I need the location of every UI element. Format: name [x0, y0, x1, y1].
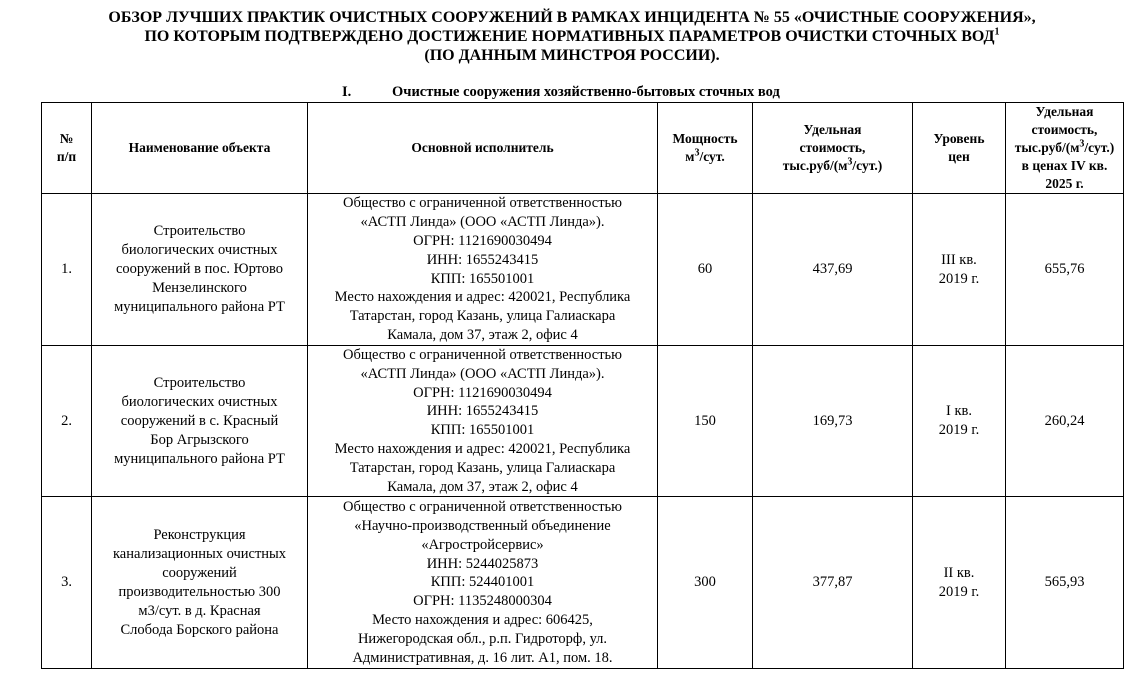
title-line-1: ОБЗОР ЛУЧШИХ ПРАКТИК ОЧИСТНЫХ СООРУЖЕНИЙ В РАМКАХ ИНЦИДЕНТА № 55 «ОЧИСТНЫЕ СООРУЖЕНИЯ», [108, 9, 1036, 26]
treatment-facilities-table [41, 102, 1124, 669]
document-title [0, 8, 1144, 65]
row-num: 3. [42, 497, 92, 669]
price-level-value: I кв. 2019 г. [913, 346, 1006, 497]
header-price-level: Уровень цен [913, 103, 1006, 194]
price-level-value: III кв. 2019 г. [913, 194, 1006, 346]
title-line-3: (ПО ДАННЫМ МИНСТРОЯ РОССИИ). [424, 47, 720, 64]
unit-cost-value: 377,87 [753, 497, 913, 669]
capacity-value: 300 [658, 497, 753, 669]
header-cost-2025: Удельная стоимость, $тыс.руб/(м^3/сут.)$ в ценах IV кв. 2025 г. [1006, 103, 1124, 194]
section-title: Очистные сооружения хозяйственно-бытовых сточных вод [392, 84, 780, 100]
header-capacity: Мощность $м^3$/сут. [658, 103, 753, 194]
object-name: Строительство биологических очистных сооружений в пос. Юртово Мензелинского муниципального района РТ [92, 194, 308, 346]
contractor-info: Общество с ограниченной ответственностью «АСТП Линда» (ООО «АСТП Линда»). ОГРН: 1121690030494 ИНН: 1655243415 КПП: 165501001 Место нахождения и адрес: 420021, Республика Татарстан, город Казань, улица Галиаскара Камала, дом 37, этаж 2, офис 4 [308, 194, 658, 346]
footnote-marker[interactable]: 1 [994, 26, 1000, 38]
cost-2025-value: 565,93 [1006, 497, 1124, 669]
table-row [42, 497, 1124, 669]
table-row [42, 194, 1124, 346]
section-heading [342, 84, 780, 101]
cost-2025-value: 655,76 [1006, 194, 1124, 346]
object-name: Реконструкция канализационных очистных сооружений производительностью 300 м3/сут. в д. Красная Слобода Борского района [92, 497, 308, 669]
unit-cost-value: 437,69 [753, 194, 913, 346]
header-contractor: Основной исполнитель [308, 103, 658, 194]
header-object: Наименование объекта [92, 103, 308, 194]
object-name: Строительство биологических очистных сооружений в с. Красный Бор Агрызского муниципального района РТ [92, 346, 308, 497]
row-num: 1. [42, 194, 92, 346]
section-number: I. [342, 84, 352, 100]
capacity-value: 60 [658, 194, 753, 346]
header-num: № п/п [42, 103, 92, 194]
row-num: 2. [42, 346, 92, 497]
capacity-value: 150 [658, 346, 753, 497]
price-level-value: II кв. 2019 г. [913, 497, 1006, 669]
title-line-2: ПО КОТОРЫМ ПОДТВЕРЖДЕНО ДОСТИЖЕНИЕ НОРМАТИВНЫХ ПАРАМЕТРОВ ОЧИСТКИ СТОЧНЫХ ВОД$^1$ [144, 26, 1000, 45]
contractor-info: Общество с ограниченной ответственностью «Научно-производственный объединение «Агростройсервис» ИНН: 5244025873 КПП: 524401001 ОГРН: 1135248000304 Место нахождения и адрес: 606425, Нижегородская обл., р.п. Гидроторф, ул. Административная, д. 16 лит. А1, пом. 18. [308, 497, 658, 669]
contractor-info: Общество с ограниченной ответственностью «АСТП Линда» (ООО «АСТП Линда»). ОГРН: 1121690030494 ИНН: 1655243415 КПП: 165501001 Место нахождения и адрес: 420021, Республика Татарстан, город Казань, улица Галиаскара Камала, дом 37, этаж 2, офис 4 [308, 346, 658, 497]
table-header-row [42, 103, 1124, 194]
header-unit-cost: Удельная стоимость, $тыс.руб/(м^3/сут.)$ [753, 103, 913, 194]
cost-2025-value: 260,24 [1006, 346, 1124, 497]
table-row [42, 346, 1124, 497]
unit-cost-value: 169,73 [753, 346, 913, 497]
